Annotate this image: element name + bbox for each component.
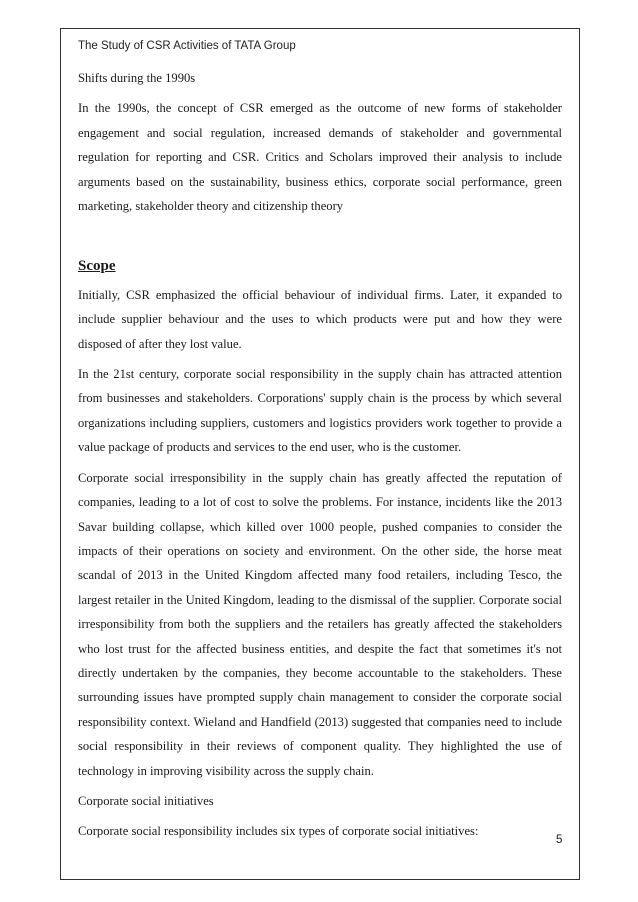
paragraph-21st-century: In the 21st century, corporate social responsibility in the supply chain has attracted attention from businesses and stakeholders. Corporations' supply chain is the process by which several organizations including suppliers, customers and logistics providers work together to provide a value package of products and services to the end user, who is the customer. [78, 367, 562, 455]
page-number: 5 [556, 834, 563, 846]
paragraph-scope-initial: Initially, CSR emphasized the official behaviour of individual firms. Later, it expanded to include supplier behaviour and the uses to which products were put and how they were disposed of after they lost value. [78, 287, 562, 351]
shifts-heading: Shifts during the 1990s [78, 71, 196, 85]
running-header: The Study of CSR Activities of TATA Group [78, 40, 296, 52]
initiatives-heading: Corporate social initiatives [78, 793, 214, 808]
paragraph-initiatives: Corporate social responsibility includes six types of corporate social initiatives: [78, 824, 479, 839]
paragraph-irresponsibility: Corporate social irresponsibility in the supply chain has greatly affected the reputation of companies, leading to a lot of cost to solve the problems. For instance, incidents like the 2013 Savar building collapse, which killed over 1000 people, pushed companies to consider the impacts of their operations on society and environment. On the other side, the horse meat scandal of 2013 in the United Kingdom affected many food retailers, including Tesco, the largest retailer in the United Kingdom, leading to the dismissal of the supplier. Corporate social irresponsibility from both the suppliers and the retailers has greatly affected the stakeholders who lost trust for the affected business entities, and despite the fact that sometimes it's not directly undertaken by the companies, they become accountable to the stakeholders. These surrounding issues have prompted supply chain management to consider the corporate social responsibility context. Wieland and Handfield (2013) suggested that companies need to include social responsibility in their reviews of component quality. They highlighted the use of technology in improving visibility across the supply chain. [78, 470, 562, 778]
scope-heading: Scope [78, 258, 116, 275]
document-body [78, 66, 562, 850]
paragraph-1990s: In the 1990s, the concept of CSR emerged as the outcome of new forms of stakeholder engagement and social regulation, increased demands of stakeholder and governmental regulation for reporting and CSR. Critics and Scholars improved their analysis to include arguments based on the sustainability, business ethics, corporate social performance, green marketing, stakeholder theory and citizenship theory [78, 101, 562, 214]
